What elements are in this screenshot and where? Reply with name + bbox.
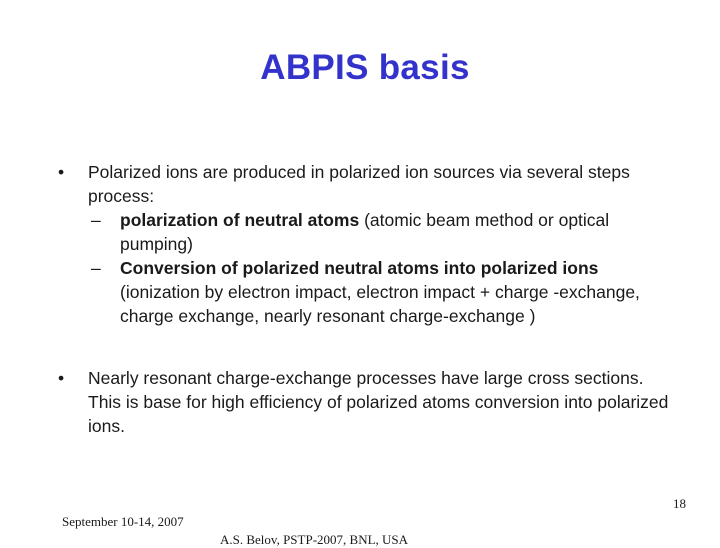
bullet-text-2: Nearly resonant charge-exchange processes have large cross sections. This is base for high efficiency of polarized atoms conversion into polarized ions. xyxy=(88,368,669,436)
slide-title: ABPIS basis xyxy=(260,48,470,87)
slide-content xyxy=(58,160,678,438)
footer-author: A.S. Belov, PSTP-2007, BNL, USA xyxy=(220,532,409,547)
sub-item-2 xyxy=(58,256,678,328)
sub-item-1-text: (atomic beam method or optical pumping) xyxy=(120,210,610,254)
dash-icon: – xyxy=(91,258,101,278)
bullet-icon: • xyxy=(58,162,65,182)
dash-icon: – xyxy=(91,210,101,230)
bullet-item-1 xyxy=(58,160,678,208)
sub-item-1-bold: polarization of neutral atoms xyxy=(120,210,360,230)
page-number: 18 xyxy=(673,496,686,511)
sub-item-2-bold: Conversion of polarized neutral atoms into polarized ions xyxy=(120,258,599,278)
bullet-item-2 xyxy=(58,366,678,438)
footer-date: September 10-14, 2007 xyxy=(62,514,184,529)
sub-item-1 xyxy=(58,208,678,256)
bullet-icon: • xyxy=(58,368,65,388)
sub-item-2-text: (ionization by electron impact, electron impact + charge -exchange, charge exchange, nearly resonant charge-exchange ) xyxy=(120,282,640,326)
spacer xyxy=(58,328,678,366)
bullet-text-1: Polarized ions are produced in polarized ion sources via several steps process: xyxy=(88,162,630,206)
